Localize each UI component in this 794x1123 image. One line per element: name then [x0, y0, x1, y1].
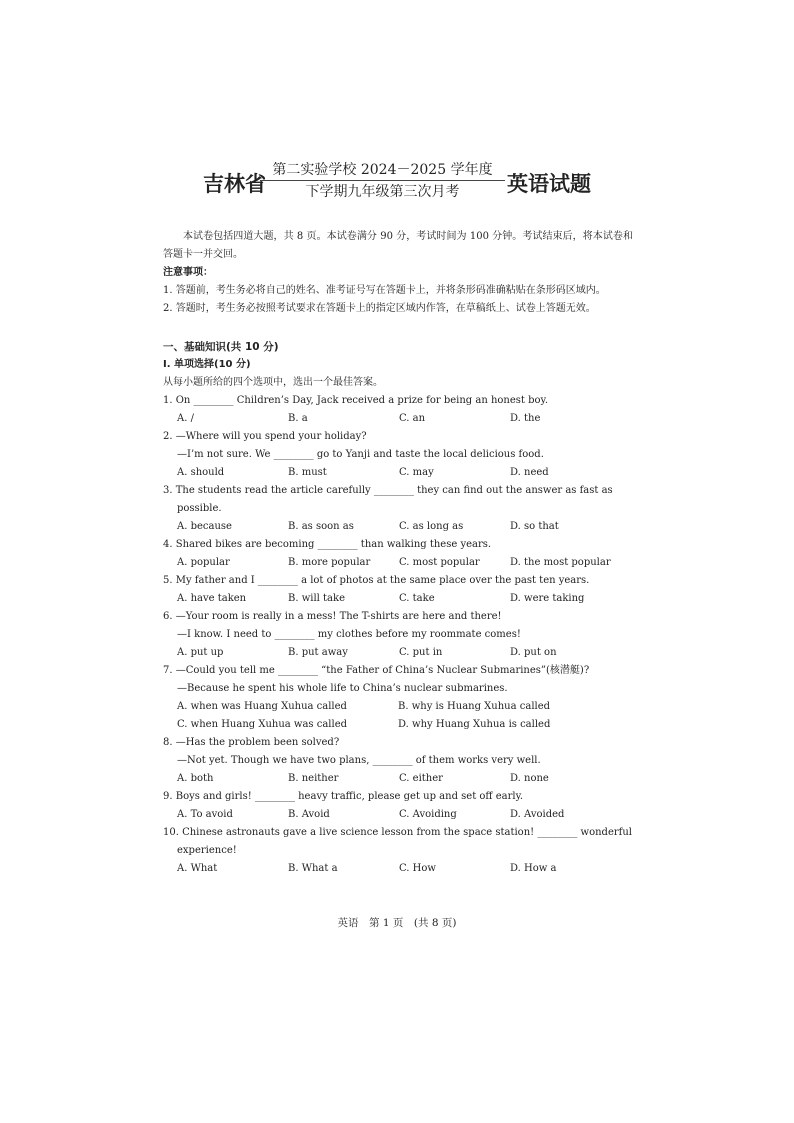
question-options: [163, 554, 633, 572]
question-options: [163, 644, 633, 662]
option-d: D. none: [510, 773, 549, 784]
option-b: B. as soon as: [288, 521, 354, 532]
option-b: B. put away: [288, 647, 348, 658]
question-stem: 7. —Could you tell me ________ “the Father of China’s Nuclear Submarines”(核潜艇)?: [163, 665, 590, 676]
question-stem: 1. On ________ Children’s Day, Jack received a prize for being an honest boy.: [163, 395, 549, 406]
option-c: C. take: [399, 593, 435, 604]
question-options: [163, 716, 633, 734]
option-a: A. popular: [177, 557, 230, 568]
option-c: C. either: [399, 773, 443, 784]
option-c: C. Avoiding: [399, 809, 457, 820]
section-instruction: 从每小题所给的四个选项中，选出一个最佳答案。: [163, 377, 383, 388]
title-province: 吉林省: [203, 172, 266, 196]
option-b: B. more popular: [288, 557, 371, 568]
question-stem: 3. The students read the article carefully ________ they can find out the answer as fast as possible.: [163, 485, 613, 514]
question-options: [163, 806, 633, 824]
question-options: [163, 698, 633, 716]
option-d: D. the: [510, 413, 541, 424]
option-c: C. an: [399, 413, 426, 424]
option-d: D. so that: [510, 521, 559, 532]
title-line-term: 下学期九年级第三次月考: [305, 184, 460, 200]
section-sub-heading: Ⅰ. 单项选择(10 分): [163, 359, 251, 370]
question-6: [163, 608, 633, 662]
question-5: [163, 572, 633, 608]
question-3: [163, 482, 633, 536]
question-dialog: —I’m not sure. We ________ go to Yanji and taste the local delicious food.: [177, 449, 544, 460]
option-a: A. should: [177, 467, 225, 478]
question-dialog: —Because he spent his whole life to China’s nuclear submarines.: [177, 683, 508, 694]
option-c: C. put in: [399, 647, 443, 658]
question-10: [163, 824, 633, 878]
question-stem: 2. —Where will you spend your holiday?: [163, 431, 367, 442]
question-1: [163, 392, 633, 428]
option-c: C. as long as: [399, 521, 464, 532]
option-a: A. What: [177, 863, 218, 874]
question-options: [163, 590, 633, 608]
notice-item: 1. 答题前，考生务必将自己的姓名、准考证号写在答题卡上，并将条形码准确粘贴在条形码区域内。: [163, 285, 606, 296]
question-4: [163, 536, 633, 572]
notice-item: 2. 答题时，考生务必按照考试要求在答题卡上的指定区域内作答，在草稿纸上、试卷上答题无效。: [163, 303, 596, 314]
question-options: [163, 410, 633, 428]
question-stem: 4. Shared bikes are becoming ________ than walking these years.: [163, 539, 492, 550]
option-d: D. were taking: [510, 593, 585, 604]
option-a: A. /: [177, 413, 194, 424]
option-b: B. will take: [288, 593, 345, 604]
option-b: B. What a: [288, 863, 338, 874]
question-stem: 5. My father and I ________ a lot of photos at the same place over the past ten years.: [163, 575, 590, 586]
option-d: D. How a: [510, 863, 557, 874]
option-b: B. a: [288, 413, 308, 424]
option-d: D. need: [510, 467, 549, 478]
question-options: [163, 518, 633, 536]
question-dialog: —Not yet. Though we have two plans, ________ of them works very well.: [177, 755, 541, 766]
notice-heading: 注意事项：: [163, 267, 213, 278]
question-options: [163, 464, 633, 482]
question-stem: 9. Boys and girls! ________ heavy traffic, please get up and set off early.: [163, 791, 524, 802]
option-b: B. why is Huang Xuhua called: [398, 701, 551, 712]
question-options: [163, 770, 633, 788]
question-8: [163, 734, 633, 788]
option-c: C. How: [399, 863, 436, 874]
option-b: B. neither: [288, 773, 339, 784]
option-b: B. Avoid: [288, 809, 330, 820]
page-footer: 英语 第 1 页 (共 8 页): [337, 917, 457, 929]
question-9: [163, 788, 633, 824]
option-a: A. To avoid: [177, 809, 233, 820]
option-c: C. may: [399, 467, 434, 478]
option-d: D. the most popular: [510, 557, 611, 568]
question-stem: 8. —Has the problem been solved?: [163, 737, 340, 748]
question-stem: 6. —Your room is really in a mess! The T-shirts are here and there!: [163, 611, 502, 622]
title-line-school: 第二实验学校 2024－2025 学年度: [260, 160, 505, 181]
option-d: D. put on: [510, 647, 557, 658]
option-b: B. must: [288, 467, 327, 478]
exam-title: [0, 160, 794, 210]
option-a: A. put up: [177, 647, 224, 658]
title-school-term: [260, 160, 505, 203]
title-subject: 英语试题: [507, 172, 591, 196]
section-heading: 一、基础知识(共 10 分): [163, 341, 279, 353]
exam-intro: 本试卷包括四道大题，共 8 页。本试卷满分 90 分，考试时间为 100 分钟。考试结束后，将本试卷和答题卡一并交回。: [163, 231, 633, 260]
option-a: A. both: [177, 773, 214, 784]
question-options: [163, 860, 633, 878]
question-2: [163, 428, 633, 482]
option-c: C. when Huang Xuhua was called: [177, 719, 348, 730]
question-dialog: —I know. I need to ________ my clothes before my roommate comes!: [177, 629, 521, 640]
question-stem: 10. Chinese astronauts gave a live science lesson from the space station! ________ wonderful experience!: [163, 827, 632, 856]
question-7: [163, 662, 633, 734]
option-a: A. when was Huang Xuhua called: [177, 701, 347, 712]
option-a: A. because: [177, 521, 232, 532]
option-c: C. most popular: [399, 557, 480, 568]
option-d: D. Avoided: [510, 809, 565, 820]
exam-content: [163, 228, 633, 878]
option-a: A. have taken: [177, 593, 247, 604]
option-d: D. why Huang Xuhua is called: [398, 719, 551, 730]
